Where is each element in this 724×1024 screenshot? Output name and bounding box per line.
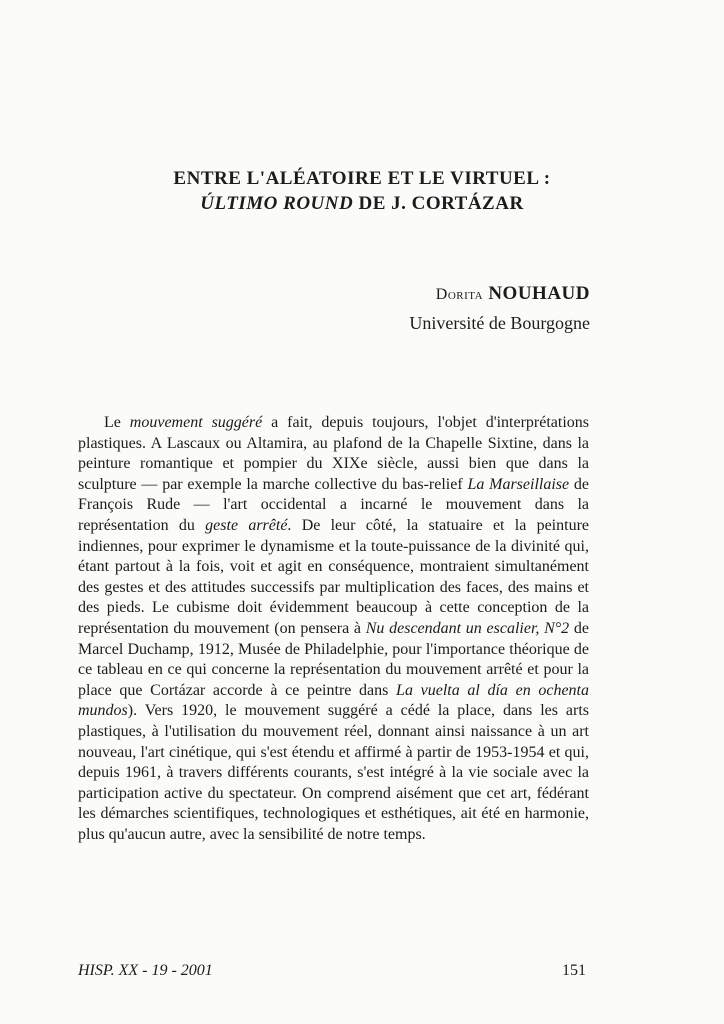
body-paragraph xyxy=(78,413,589,845)
page-number: 151 xyxy=(562,962,586,979)
title-line-1: ENTRE L'ALÉATOIRE ET LE VIRTUEL : xyxy=(173,168,551,189)
body-italic-segment: La Marseillaise xyxy=(467,475,570,493)
body-segment: Le xyxy=(104,414,130,431)
body-italic-segment: Nu descendant un escalier, N°2 xyxy=(365,619,570,637)
body-segment: de Marcel Duchamp, 1912, Musée de Philadelphie, pour l'importance théorique de ce tableau en ce qui concerne la représentation du mouvement arrêté et pour la place que Cortázar accorde à ce peintre dans xyxy=(78,619,590,699)
body-italic-segment: geste arrêté xyxy=(205,516,288,534)
title-italic-work: ÚLTIMO ROUND xyxy=(200,193,354,214)
author-name xyxy=(436,283,590,305)
journal-reference: HISP. XX - 19 - 2001 xyxy=(78,962,213,979)
title-line-2 xyxy=(0,191,724,216)
body-italic-segment: La vuelta al día en ochenta mundos xyxy=(78,681,590,720)
title-line-2-rest: DE J. CORTÁZAR xyxy=(353,193,524,214)
body-segment: a fait, depuis toujours, l'objet d'interprétations plastiques. A Lascaux ou Altamira, au plafond de la Chapelle Sixtine, dans la peinture romantique et pompier du XIXe siècle, aussi bien que dans la sculpture — par exemple la marche collective du bas-relief xyxy=(78,414,589,493)
body-italic-segment: mouvement suggéré xyxy=(129,414,263,431)
body-segment: . De leur côté, la statuaire et la peinture indiennes, pour exprimer le dynamisme et la toute-puissance de la divinité qui, étant partout à la fois, voit et agit en conséquence, montraient simultanément des gestes et des attitudes successifs par multiplication des faces, des mains et des pieds. Le cubisme doit évidemment beaucoup à cette conception de la représentation du mouvement (on pensera à xyxy=(78,516,590,637)
author-family-name: NOUHAUD xyxy=(488,283,590,304)
body-segment: ). Vers 1920, le mouvement suggéré a cédé la place, dans les arts plastiques, à l'utilisation du mouvement réel, donnant ainsi naissance à un art nouveau, l'art cinétique, qui s'est étendu et affirmé à partir de 1953-1954 et qui, depuis 1961, à travers différents courants, s'est intégré à la vie sociale avec la participation active du spectateur. On comprend aisément que cet art, fédérant les démarches scientifiques, technologiques et esthétiques, ait été en harmonie, plus qu'aucun autre, avec la sensibilité de notre temps. xyxy=(78,702,589,843)
article-title xyxy=(0,166,724,216)
author-affiliation: Université de Bourgogne xyxy=(409,313,590,333)
body-segment: de François Rude — l'art occidental a incarné le mouvement dans la représentation du xyxy=(78,475,589,534)
author-given-name: Dorita xyxy=(435,286,484,303)
